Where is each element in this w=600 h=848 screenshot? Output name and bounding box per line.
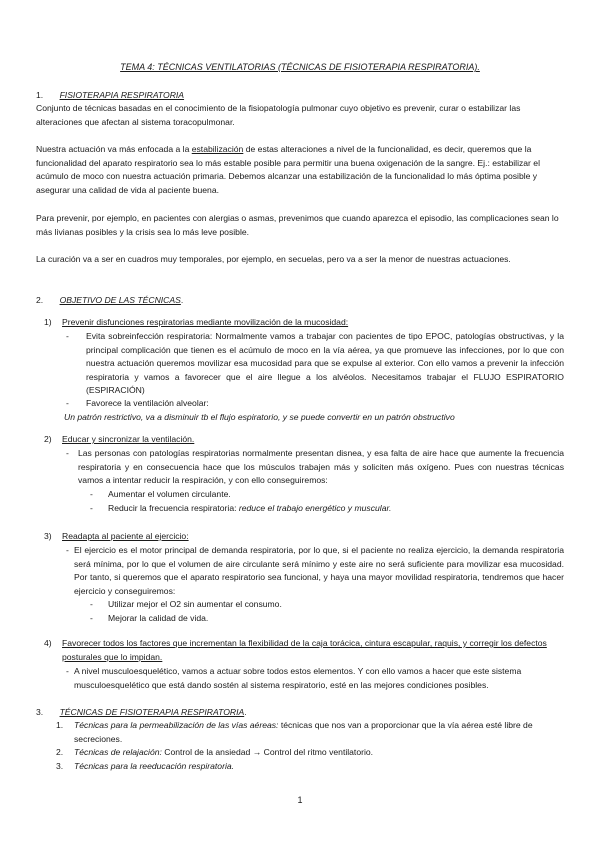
text: Reducir la frecuencia respiratoria:: [108, 503, 239, 513]
italic-text: reduce el trabajo energético y muscular.: [238, 503, 392, 513]
item-number: 2): [44, 434, 52, 444]
item-number: 3): [44, 531, 52, 541]
list-item: [74, 760, 234, 774]
bullet: -: [66, 331, 69, 341]
paragraph: Para prevenir, por ejemplo, en pacientes con alergias o asmas, prevenimos que cuando aparezca el episodio, las complicaciones sean lo más livianas posibles y la crisis sea lo más leve posible.: [36, 213, 559, 237]
italic-text: Técnicas para la permeabilización de las vías aéreas:: [74, 720, 279, 730]
list-item: [74, 746, 373, 760]
section-number: 1.: [36, 90, 44, 100]
bullet-text: El ejercicio es el motor principal de demanda respiratoria, por lo que, si el paciente no realiza ejercicio, la demanda respiratoria será mínima, por lo que el volumen de aire circulante será mínimo y este aire no será suficiente para movilizar esa mucosidad. Por tanto, si queremos que el aparato respiratorio sea funcional, y haya una mayor movilidad respiratoria, tendremos que hacer ejercicio y conseguiremos:: [74, 545, 564, 596]
sub-bullet: -: [90, 503, 93, 513]
item-title: Favorecer todos los factores que incrementan la flexibilidad de la caja torácica, cintura escapular, raquis, y corregir los defectos posturales que lo impidan.: [62, 638, 547, 662]
bullet: -: [66, 545, 69, 555]
text: Control de la ansiedad → Control del ritmo ventilatorio.: [161, 747, 374, 757]
underlined-term: estabilización: [191, 144, 244, 154]
item-number: 1): [44, 317, 52, 327]
text: técnicas que nos van a proporcionar que la vía aérea esté libre de secreciones.: [74, 720, 533, 744]
section-title: OBJETIVO DE LAS TÉCNICAS: [59, 295, 181, 305]
sub-bullet-text: Mejorar la calidad de vida.: [108, 613, 209, 623]
sub-bullet-text: [108, 502, 391, 516]
list-number: 2.: [56, 747, 64, 757]
paragraph: La curación va a ser en cuadros muy temporales, por ejemplo, en secuelas, pero va a ser la menor de nuestras actuaciones.: [36, 254, 511, 264]
section-number: 2.: [36, 295, 44, 305]
text: Nuestra actuación va más enfocada a la: [36, 144, 192, 154]
section-title: FISIOTERAPIA RESPIRATORIA: [59, 90, 185, 100]
list-item: [74, 719, 564, 746]
section-number: 3.: [36, 707, 44, 717]
section-3-heading: 3. TÉCNICAS DE FISIOTERAPIA RESPIRATORIA.: [36, 707, 247, 717]
sub-bullet: -: [90, 489, 93, 499]
item-title: Readapta al paciente al ejercicio:: [62, 531, 189, 541]
text: de estas alteraciones a nivel de la funcionalidad, es decir, queremos que la funcionalidad del aparato respiratorio sea lo más estable posible para permitir una buena oxigenación de la sangre. Ej.: estabilizar el acúmulo de moco con nuestra actuación primaria. Debemos alcanzar una estabilización de la funcionalidad lo más óptima posible y asegurar una calidad de vida al paciente buena.: [36, 144, 540, 195]
item-title: Prevenir disfunciones respiratorias mediante movilización de la mucosidad:: [62, 317, 349, 327]
sub-bullet: -: [90, 613, 93, 623]
bullet-text: A nivel musculoesquelético, vamos a actuar sobre todos estos elementos. Y con ello vamos a hacer que este sistema musculoesquelético que está dando sostén al sistema respiratorio, esté en las mejores condiciones posibles.: [74, 666, 522, 690]
paragraph: Conjunto de técnicas basadas en el conocimiento de la fisiopatología pulmonar cuyo objetivo es prevenir, curar o estabilizar las alteraciones que afectan al sistema toracopulmonar.: [36, 103, 521, 127]
bullet-text: Evita sobreinfección respiratoria: Normalmente vamos a trabajar con pacientes de tipo EPOC, patologías obstructivas, y la principal complicación que tienen es el acúmulo de moco en la vía aérea, ya que promueve las infecciones, por lo que con nuestra actuación queremos movilizar esa mucosidad para que se expulse al exterior. Con ello vamos a prevenir la infección respiratoria y vamos a favorecer que el aire llegue a los alvéolos. Necesitamos trabajar el FLUJO ESPIRATORIO (ESPIRACIÓN): [86, 331, 564, 396]
bullet-text: Favorece la ventilación alveolar:: [86, 398, 209, 408]
italic-text: Técnicas para la reeducación respiratoria.: [74, 761, 235, 771]
section-title: TÉCNICAS DE FISIOTERAPIA RESPIRATORIA: [59, 707, 245, 717]
page-title: TEMA 4: TÉCNICAS VENTILATORIAS (TÉCNICAS DE FISIOTERAPIA RESPIRATORIA).: [120, 62, 480, 72]
list-number: 3.: [56, 761, 64, 771]
bullet: -: [66, 398, 69, 408]
italic-text: Técnicas de relajación:: [74, 747, 162, 757]
bullet: -: [66, 448, 69, 458]
bullet: -: [66, 666, 69, 676]
paragraph: [36, 143, 564, 197]
list-number: 1.: [56, 720, 64, 730]
item-number: 4): [44, 638, 52, 648]
page-number: 1: [297, 795, 303, 805]
sub-bullet: -: [90, 599, 93, 609]
item-title: Educar y sincronizar la ventilación.: [62, 434, 195, 444]
bullet-text: Las personas con patologías respiratorias normalmente presentan disnea, y esa falta de aire hace que aumente la frecuencia respiratoria y en consecuencia hace que los músculos trabajen más y soliciten más oxígeno. Pues con nuestras técnicas vamos a intentar reducir la respiración, y con ello conseguiremos:: [78, 448, 564, 486]
note-text: Un patrón restrictivo, va a disminuir tb el flujo espiratorio, y se puede convertir en un patrón obstructivo: [64, 412, 455, 422]
section-2-heading: 2. OBJETIVO DE LAS TÉCNICAS.: [36, 295, 184, 305]
sub-bullet-text: Aumentar el volumen circulante.: [108, 489, 231, 499]
sub-bullet-text: Utilizar mejor el O2 sin aumentar el consumo.: [108, 599, 282, 609]
section-1-heading: [36, 89, 184, 103]
